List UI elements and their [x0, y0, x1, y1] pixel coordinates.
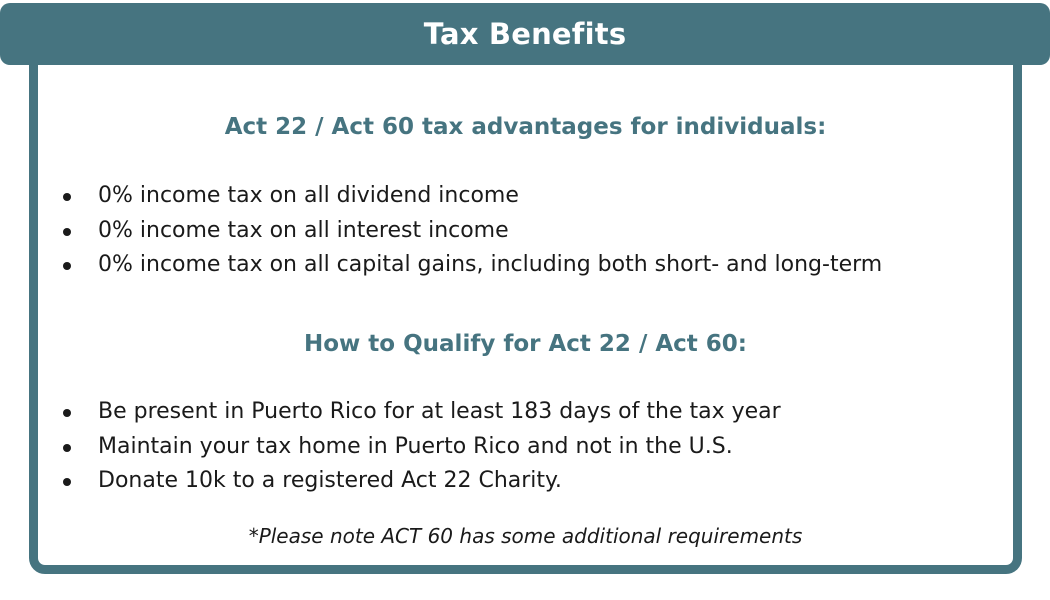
bullet-icon: [63, 478, 71, 486]
header-banner: [0, 3, 1050, 65]
section-heading-advantages: Act 22 / Act 60 tax advantages for individuals:: [224, 114, 827, 140]
list-item: [58, 179, 882, 214]
section-heading-qualify: How to Qualify for Act 22 / Act 60:: [304, 331, 747, 357]
footnote: *Please note ACT 60 has some additional requirements: [248, 524, 803, 548]
bullet-icon: [63, 193, 71, 201]
list-item-text: Donate 10k to a registered Act 22 Charity.: [98, 468, 562, 493]
list-item-text: Maintain your tax home in Puerto Rico and not in the U.S.: [98, 433, 733, 459]
qualify-list: [58, 395, 781, 499]
list-item: [58, 430, 781, 465]
bullet-icon: [63, 228, 71, 236]
list-item: [58, 214, 882, 249]
bullet-icon: [63, 262, 71, 270]
list-item-text: 0% income tax on all capital gains, including both short- and long-term: [98, 252, 883, 277]
page-title: Tax Benefits: [423, 17, 627, 51]
bullet-icon: [63, 409, 71, 417]
list-item: [58, 248, 882, 283]
list-item-text: Be present in Puerto Rico for at least 183 days of the tax year: [98, 399, 781, 424]
list-item-text: 0% income tax on all dividend income: [98, 183, 519, 208]
advantages-list: [58, 179, 882, 283]
list-item: [58, 395, 781, 430]
list-item: [58, 464, 781, 499]
list-item-text: 0% income tax on all interest income: [98, 217, 509, 243]
bullet-icon: [63, 444, 71, 452]
